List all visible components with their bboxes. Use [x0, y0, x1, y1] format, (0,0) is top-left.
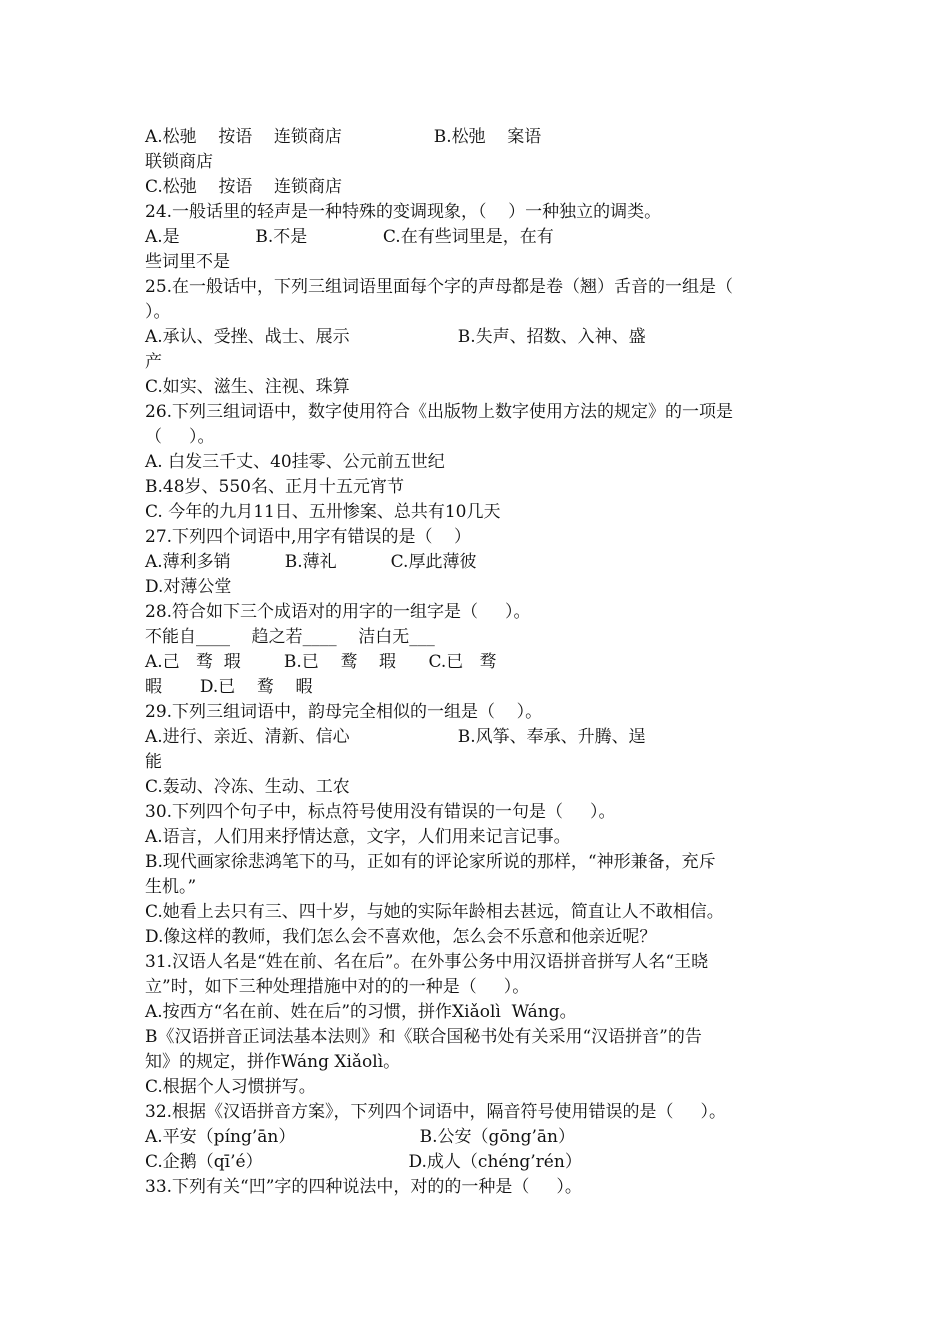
question-33: 33.下列有关“凹”字的四种说法中，对的的一种是（ ）。 [145, 1177, 582, 1197]
text-line: B.48岁、550名、正月十五元宵节 [145, 477, 404, 497]
text-line: 生机。” [145, 877, 197, 897]
text-line: A.松驰 按语 连锁商店 B.松弛 案语 [145, 127, 542, 147]
text-line: C.根据个人习惯拼写。 [145, 1077, 316, 1097]
text-line: C.轰动、冷冻、生动、工农 [145, 777, 350, 797]
text-line: A.薄利多销 B.薄礼 C.厚此薄彼 [145, 552, 477, 572]
text-line: D.像这样的教师，我们怎么会不喜欢他，怎么会不乐意和他亲近呢？ [145, 927, 657, 947]
text-line: 产 [145, 352, 162, 372]
text-line: B《汉语拼音正词法基本法则》和《联合国秘书处有关采用“汉语拼音”的告 [145, 1027, 702, 1047]
text-line: （ ）。 [145, 427, 215, 447]
question-30: 30.下列四个句子中，标点符号使用没有错误的一句是（ ）。 [145, 802, 616, 822]
text-line: 联锁商店 [145, 152, 213, 172]
text-line: A.按西方“名在前、姓在后”的习惯，拼作Xiǎolì Wáng。 [145, 1002, 577, 1022]
question-24: 24.一般话里的轻声是一种特殊的变调现象，（ ）一种独立的调类。 [145, 202, 662, 222]
text-line: A.平安（píng’ān） B.公安（gōng’ān） [145, 1127, 575, 1147]
text-line: A.是 B.不是 C.在有些词里是，在有 [145, 227, 554, 247]
text-line: A. 白发三千丈、40挂零、公元前五世纪 [145, 452, 445, 472]
text-line: 知》的规定，拼作Wáng Xiǎolì。 [145, 1052, 401, 1072]
question-32: 32.根据《汉语拼音方案》，下列四个词语中，隔音符号使用错误的是（ ）。 [145, 1102, 727, 1122]
text-line: B.现代画家徐悲鸿笔下的马，正如有的评论家所说的那样，“神形兼备，充斥 [145, 852, 716, 872]
question-28: 28.符合如下三个成语对的用字的一组字是（ ）。 [145, 602, 531, 622]
text-line: C. 今年的九月11日、五卅惨案、总共有10几天 [145, 502, 501, 522]
text-line: C.企鹅（qī’é） D.成人（chéng’rén） [145, 1152, 582, 1172]
text-line: D.对薄公堂 [145, 577, 232, 597]
text-line: 暇 D.已 鹜 暇 [145, 677, 313, 697]
text-line: A.己 骛 瑕 B.已 鹜 瑕 C.已 骛 [145, 652, 497, 672]
text-line: ）。 [145, 302, 171, 322]
text-line: 些词里不是 [145, 252, 230, 272]
question-26: 26.下列三组词语中，数字使用符合《出版物上数字使用方法的规定》的一项是 [145, 402, 734, 422]
text-line: C.松弛 按语 连锁商店 [145, 177, 343, 197]
text-line: 立”时，如下三种处理措施中对的的一种是（ ）。 [145, 977, 530, 997]
text-line: C.如实、滋生、注视、珠算 [145, 377, 350, 397]
text-line: 不能自____ 趋之若____ 洁白无___ [145, 627, 435, 647]
text-line: A.语言，人们用来抒情达意，文字，人们用来记言记事。 [145, 827, 571, 847]
text-line: 能 [145, 752, 162, 772]
text-line: A.进行、亲近、清新、信心 B.风筝、奉承、升腾、逞 [145, 727, 646, 747]
question-31: 31.汉语人名是“姓在前、名在后”。在外事公务中用汉语拼音拼写人名“王晓 [145, 952, 709, 972]
text-line: A.承认、受挫、战士、展示 B.失声、招数、入神、盛 [145, 327, 646, 347]
question-29: 29.下列三组词语中，韵母完全相似的一组是（ ）。 [145, 702, 543, 722]
question-27: 27.下列四个词语中,用字有错误的是（ ） [145, 527, 472, 547]
question-25: 25.在一般话中，下列三组词语里面每个字的声母都是卷（翘）舌音的一组是（ [145, 277, 734, 297]
text-line: C.她看上去只有三、四十岁，与她的实际年龄相去甚远，简直让人不敢相信。 [145, 902, 724, 922]
